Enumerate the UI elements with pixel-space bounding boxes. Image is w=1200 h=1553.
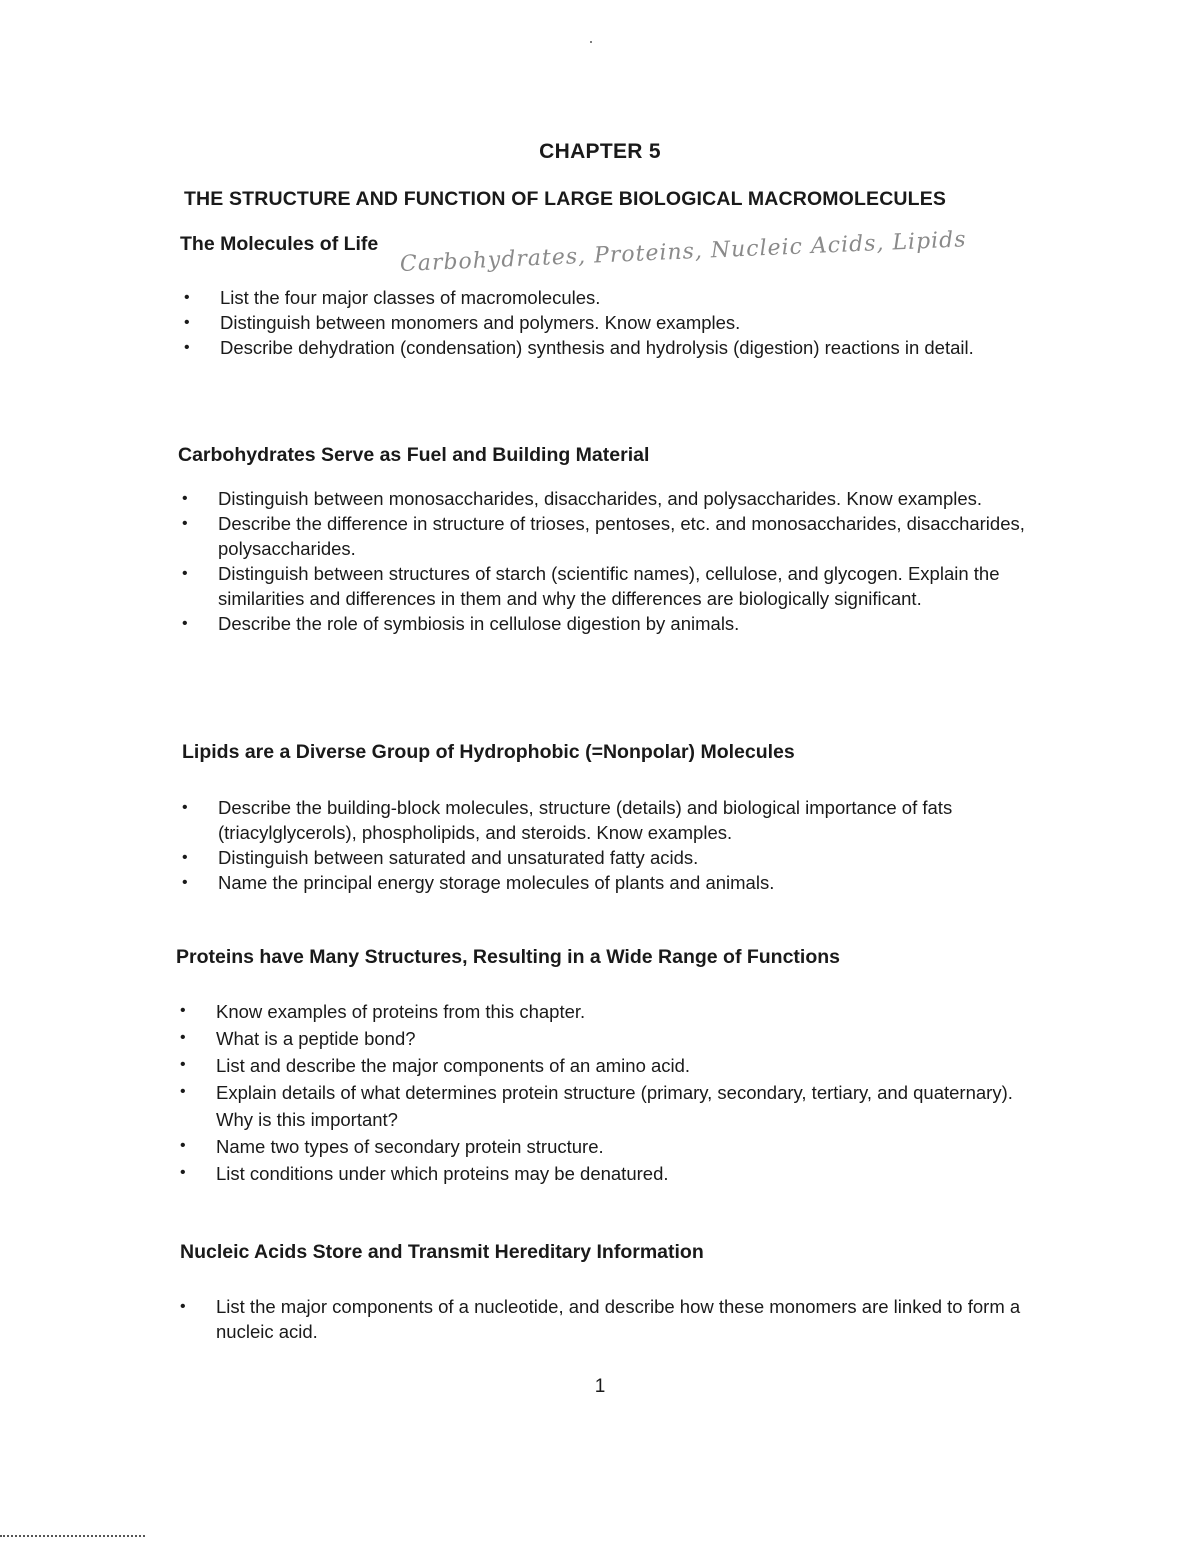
bullet-icon: •	[180, 1298, 186, 1315]
nucleic-acids-list	[180, 1294, 1040, 1344]
list-item	[180, 1294, 1040, 1344]
section-heading-molecules-of-life: The Molecules of Life	[180, 233, 379, 255]
bullet-icon: •	[182, 615, 188, 632]
list-item-text: Distinguish between structures of starch (scientific names), cellulose, and glycogen. Explain the similarities and differences in them and why the differences are biologically significant.	[218, 563, 1000, 609]
list-item-text: List and describe the major components of an amino acid.	[216, 1055, 691, 1076]
proteins-list	[180, 998, 1040, 1187]
list-item-text: Know examples of proteins from this chapter.	[216, 1001, 586, 1022]
list-item	[182, 845, 1042, 870]
list-item-text: List conditions under which proteins may be denatured.	[216, 1163, 669, 1184]
list-item	[180, 1079, 1040, 1133]
list-item	[180, 1160, 1040, 1187]
list-item-text: Name the principal energy storage molecules of plants and animals.	[218, 872, 775, 893]
section-heading-lipids: Lipids are a Diverse Group of Hydrophobic (=Nonpolar) Molecules	[182, 741, 795, 763]
list-item	[180, 1025, 1040, 1052]
chapter-label: CHAPTER 5	[539, 140, 661, 163]
section-heading-nucleic-acids: Nucleic Acids Store and Transmit Hereditary Information	[180, 1241, 704, 1263]
list-item	[182, 511, 1052, 561]
list-item	[182, 870, 1042, 895]
list-item-text: Describe the role of symbiosis in cellulose digestion by animals.	[218, 613, 740, 634]
list-item-text: What is a peptide bond?	[216, 1028, 416, 1049]
list-item-text: Distinguish between saturated and unsaturated fatty acids.	[218, 847, 699, 868]
bullet-icon: •	[180, 1083, 186, 1100]
list-item-text: Distinguish between monomers and polymers. Know examples.	[220, 312, 741, 333]
list-item-text: List the major components of a nucleotide, and describe how these monomers are linked to form a nucleic acid.	[216, 1296, 1021, 1342]
molecules-of-life-list	[184, 285, 1044, 360]
list-item-text: Name two types of secondary protein structure.	[216, 1136, 604, 1157]
list-item	[182, 795, 1042, 845]
page-number: 1	[594, 1376, 606, 1397]
scan-edge-mark	[0, 1535, 145, 1539]
section-heading-carbohydrates: Carbohydrates Serve as Fuel and Building Material	[178, 444, 650, 466]
bullet-icon: •	[182, 874, 188, 891]
bullet-icon: •	[184, 289, 190, 306]
page-title: THE STRUCTURE AND FUNCTION OF LARGE BIOLOGICAL MACROMOLECULES	[184, 188, 947, 210]
list-item	[180, 998, 1040, 1025]
list-item	[182, 486, 1052, 511]
list-item-text: Describe the building-block molecules, structure (details) and biological importance of fats (triacylglycerols), phospholipids, and steroids. Know examples.	[218, 797, 953, 843]
list-item	[184, 310, 1044, 335]
list-item	[184, 285, 1044, 310]
bullet-icon: •	[180, 1029, 186, 1046]
bullet-icon: •	[182, 565, 188, 582]
list-item	[184, 335, 1044, 360]
list-item-text: Describe dehydration (condensation) synthesis and hydrolysis (digestion) reactions in detail.	[220, 337, 974, 358]
lipids-list	[182, 795, 1042, 895]
bullet-icon: •	[182, 490, 188, 507]
bullet-icon: •	[180, 1137, 186, 1154]
list-item-text: List the four major classes of macromolecules.	[220, 287, 601, 308]
bullet-icon: •	[182, 849, 188, 866]
section-heading-proteins: Proteins have Many Structures, Resulting in a Wide Range of Functions	[176, 946, 841, 968]
list-item-text: Explain details of what determines protein structure (primary, secondary, tertiary, and quaternary). Why is this important?	[216, 1082, 1013, 1130]
list-item	[182, 611, 1052, 636]
bullet-icon: •	[180, 1056, 186, 1073]
carbohydrates-list	[182, 486, 1052, 636]
bullet-icon: •	[180, 1002, 186, 1019]
list-item-text: Describe the difference in structure of trioses, pentoses, etc. and monosaccharides, disaccharides, polysaccharides.	[218, 513, 1025, 559]
handwritten-annotation: Carbohydrates, Proteins, Nucleic Acids, Lipids	[399, 227, 968, 277]
list-item-text: Distinguish between monosaccharides, disaccharides, and polysaccharides. Know examples.	[218, 488, 983, 509]
bullet-icon: •	[182, 515, 188, 532]
bullet-icon: •	[184, 339, 190, 356]
bullet-icon: •	[180, 1164, 186, 1181]
bullet-icon: •	[182, 799, 188, 816]
scan-speck	[590, 41, 592, 43]
list-item	[180, 1133, 1040, 1160]
list-item	[182, 561, 1052, 611]
list-item	[180, 1052, 1040, 1079]
bullet-icon: •	[184, 314, 190, 331]
